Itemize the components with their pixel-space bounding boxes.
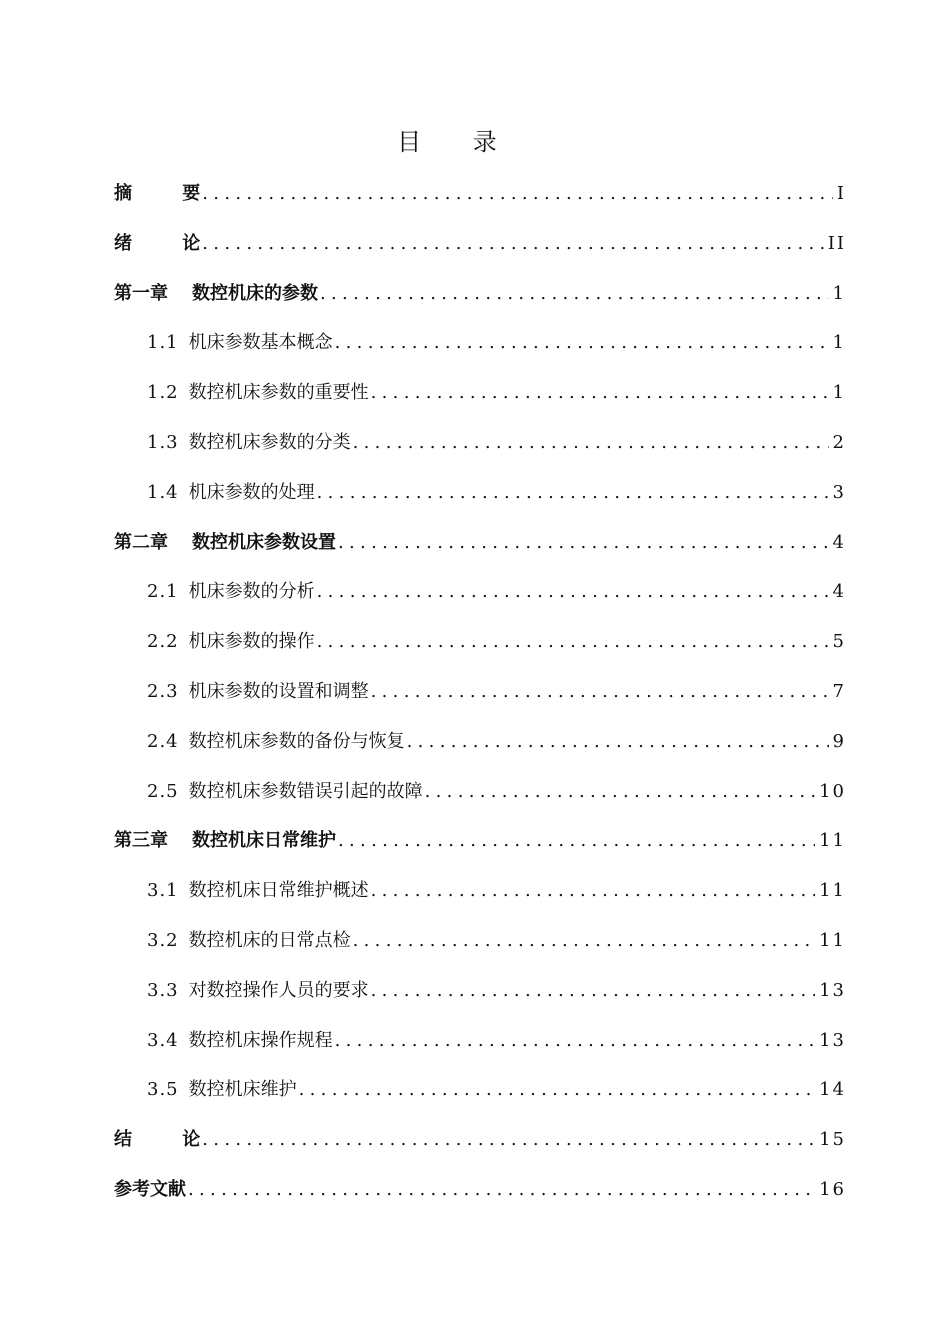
dot-leader [299,1068,815,1112]
toc-entry-label [147,670,369,714]
section-number: 3.5 [147,1079,179,1101]
dot-leader [188,1168,815,1212]
chapter-number: 第一章 [114,282,168,304]
toc-entry[interactable] [114,969,846,1019]
dot-leader [320,272,829,316]
page-number: 2 [832,431,846,453]
page-number: 7 [832,680,846,702]
toc-entry[interactable] [114,720,846,770]
toc-entry-title: 数控机床参数的备份与恢复 [188,730,405,752]
page-number: 11 [819,929,846,951]
section-number: 1.4 [147,481,179,503]
toc-entry-title: 对数控操作人员的要求 [188,979,369,1001]
page-number: I [836,183,846,204]
page-number: 13 [819,1029,846,1051]
toc-entry-title: 数控机床维护 [188,1079,297,1101]
page-number: 10 [819,780,846,802]
toc-entry-label [114,521,336,565]
page-number: 4 [832,581,846,603]
dot-leader [202,1118,815,1162]
dot-leader [335,321,829,365]
chapter-number: 第三章 [114,830,168,852]
dot-leader [338,819,815,863]
toc-entry[interactable] [114,919,846,969]
page-number: 4 [832,531,846,553]
dot-leader [338,521,829,565]
toc-entry[interactable] [114,471,846,521]
toc-entry-label [147,321,333,365]
page-number: 1 [832,332,846,354]
toc-entry-title: 数控机床操作规程 [188,1029,333,1051]
toc-entry-label [114,819,336,863]
section-number: 2.2 [147,631,179,653]
dot-leader [353,421,829,465]
toc-entry-label [114,272,318,316]
toc-entry[interactable] [114,1068,846,1118]
toc-entry-title: 机床参数的处理 [188,481,315,503]
toc-entry[interactable] [114,172,846,222]
toc-entry-title: 摘 要 [114,183,223,204]
toc-entry-title: 数控机床日常维护 [192,830,336,852]
toc-entry[interactable] [114,819,846,869]
toc-entry-title: 参考文献 [114,1178,186,1200]
section-number: 2.5 [147,780,179,802]
page-number: 11 [819,830,846,852]
toc-entry-title: 机床参数的设置和调整 [188,680,369,702]
page-number: 15 [819,1129,846,1151]
table-of-contents [114,172,846,1218]
page-number: 3 [832,481,846,503]
dot-leader [202,222,823,266]
toc-entry[interactable] [114,371,846,421]
toc-entry-label [147,969,369,1013]
toc-entry-title: 机床参数的分析 [188,581,315,603]
toc-entry-label [147,869,369,913]
toc-entry-label [147,720,405,764]
dot-leader [353,919,815,963]
toc-entry[interactable] [114,869,846,919]
section-number: 3.3 [147,979,179,1001]
section-number: 3.4 [147,1029,179,1051]
dot-leader [317,620,829,664]
toc-entry-title: 绪 论 [114,232,223,254]
toc-entry-label [114,172,223,216]
toc-entry[interactable] [114,421,846,471]
toc-entry[interactable] [114,670,846,720]
toc-entry-title: 机床参数基本概念 [188,332,333,354]
dot-leader [371,670,829,714]
toc-entry-label [147,421,351,465]
toc-entry-title: 机床参数的操作 [188,631,315,653]
dot-leader [371,869,815,913]
toc-entry[interactable] [114,770,846,820]
page-number: 1 [832,282,846,304]
toc-entry[interactable] [114,272,846,322]
section-number: 1.2 [147,382,179,404]
dot-leader [371,371,829,415]
toc-entry-label [147,620,315,664]
section-number: 1.1 [147,332,179,354]
toc-entry-label [147,471,315,515]
toc-entry-title: 结 论 [114,1129,223,1151]
toc-entry-label [147,1019,333,1063]
toc-heading: 目 录 [397,128,519,156]
toc-entry-label [147,570,315,614]
toc-entry-title: 数控机床参数的分类 [188,431,351,453]
section-number: 3.2 [147,929,179,951]
toc-entry[interactable] [114,222,846,272]
toc-entry-title: 数控机床参数的重要性 [188,382,369,404]
toc-entry-label [147,371,369,415]
page-number: 14 [819,1079,846,1101]
dot-leader [202,172,833,216]
dot-leader [317,570,829,614]
toc-entry[interactable] [114,1118,846,1168]
dot-leader [335,1019,815,1063]
dot-leader [317,471,829,515]
section-number: 2.3 [147,680,179,702]
toc-entry[interactable] [114,521,846,571]
toc-entry-title: 数控机床参数错误引起的故障 [188,780,423,802]
page-number: 16 [819,1178,846,1200]
toc-entry[interactable] [114,1019,846,1069]
toc-entry-label [114,222,223,266]
toc-entry-title: 数控机床的日常点检 [188,929,351,951]
section-number: 3.1 [147,880,179,902]
chapter-number: 第二章 [114,531,168,553]
dot-leader [371,969,815,1013]
page-number: 11 [819,880,846,902]
toc-entry-label [114,1168,186,1212]
section-number: 1.3 [147,431,179,453]
toc-entry-label [114,1118,223,1162]
page-number: 9 [832,730,846,752]
page-number: II [827,232,846,254]
toc-entry-label [147,1068,297,1112]
toc-entry-title: 数控机床的参数 [192,282,318,304]
page-number: 13 [819,979,846,1001]
toc-entry[interactable] [114,321,846,371]
dot-leader [407,720,829,764]
toc-entry[interactable] [114,1168,846,1218]
toc-entry-label [147,770,423,814]
section-number: 2.1 [147,581,179,603]
toc-entry-label [147,919,351,963]
toc-entry[interactable] [114,620,846,670]
toc-entry[interactable] [114,570,846,620]
page-number: 1 [832,382,846,404]
toc-entry-title: 数控机床参数设置 [192,531,336,553]
section-number: 2.4 [147,730,179,752]
dot-leader [425,770,815,814]
page-number: 5 [832,631,846,653]
toc-entry-title: 数控机床日常维护概述 [188,880,369,902]
